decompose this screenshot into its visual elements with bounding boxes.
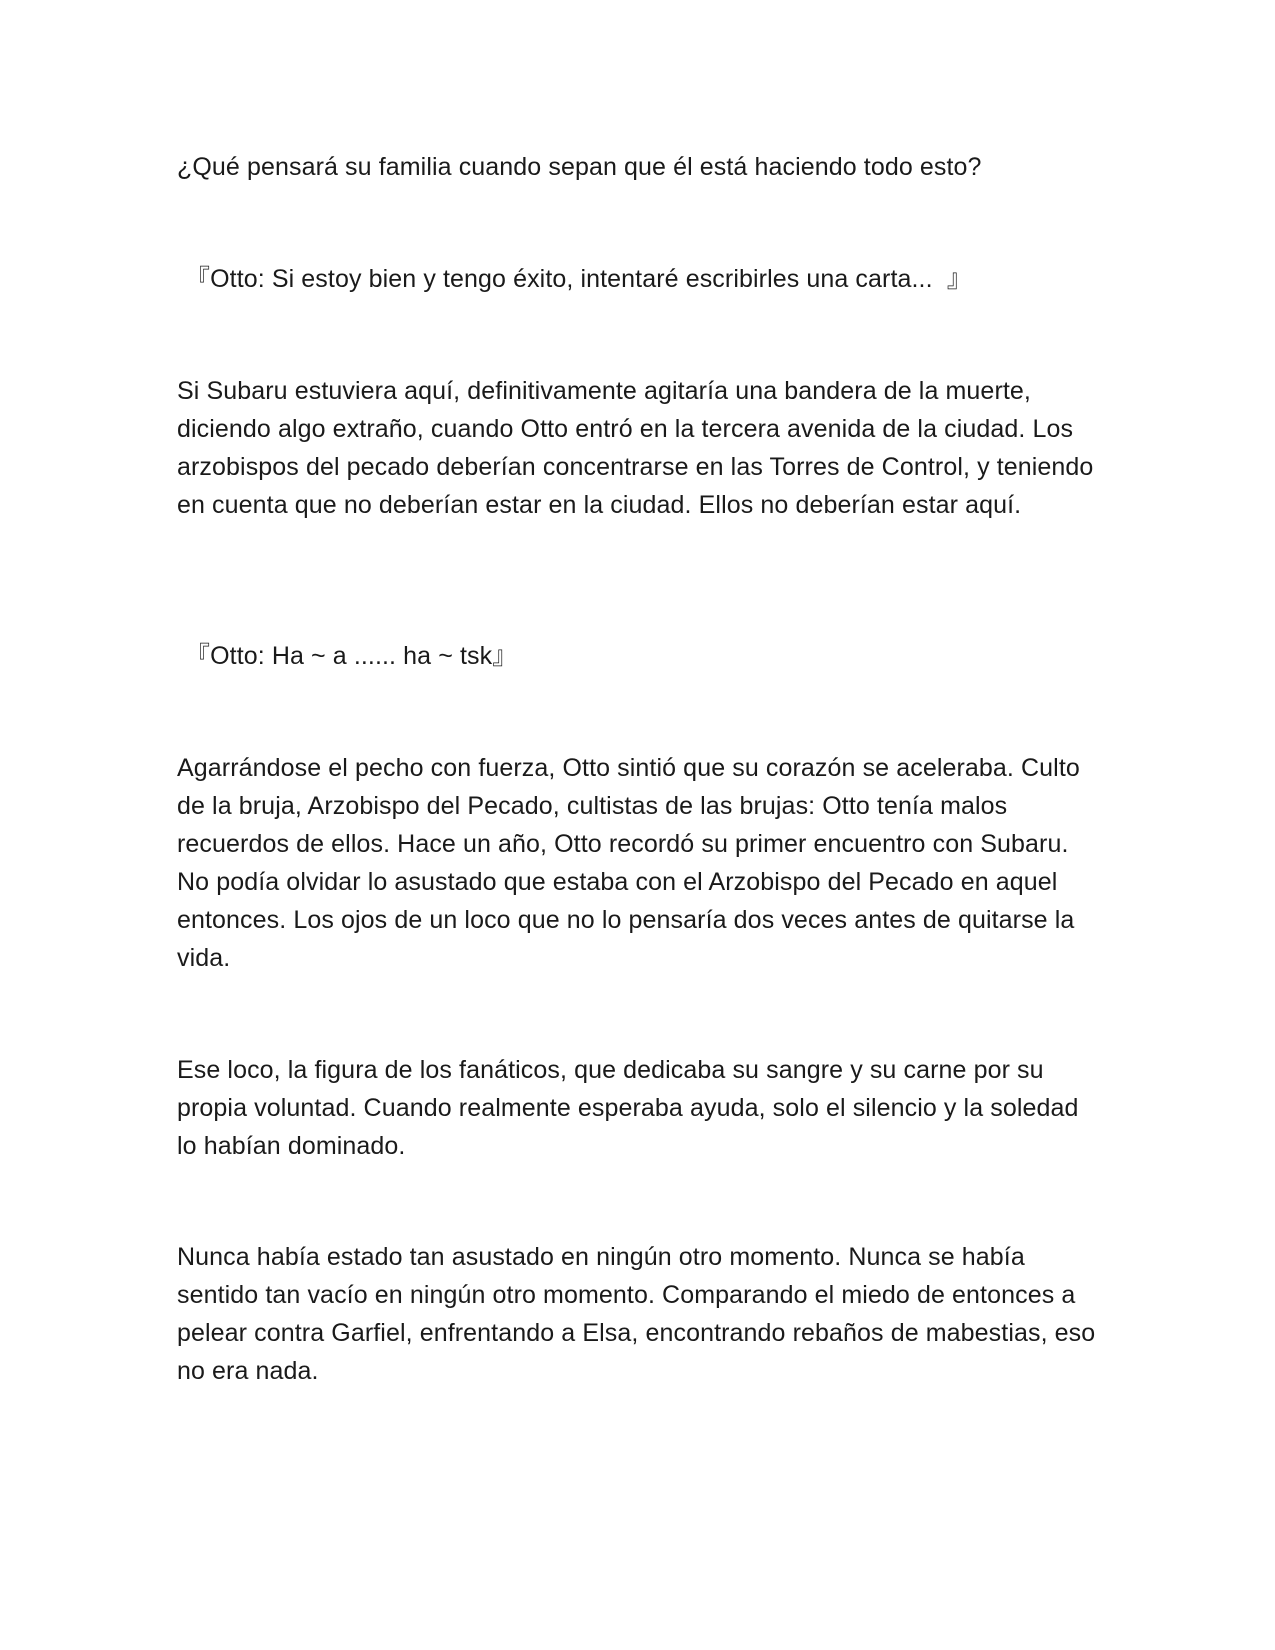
dialogue-otto-letter: 『Otto: Si estoy bien y tengo éxito, intentaré escribirles una carta... 』 xyxy=(185,265,972,293)
paragraph-fear: Nunca había estado tan asustado en ningún otro momento. Nunca se había sentido tan vacío en ningún otro momento. Comparando el miedo de entonces a pelear contra Garfiel, enfrentando a Elsa, encontrando rebaños de mabestias, eso no era nada. xyxy=(177,1243,1096,1385)
paragraph-otto-memories: Agarrándose el pecho con fuerza, Otto sintió que su corazón se aceleraba. Culto de la bruja, Arzobispo del Pecado, cultistas de las brujas: Otto tenía malos recuerdos de ellos. Hace un año, Otto recordó su primer encuentro con Subaru. No podía olvidar lo asustado que estaba con el Arzobispo del Pecado en aquel entonces. Los ojos de un loco que no lo pensaría dos veces antes de quitarse la vida. xyxy=(177,754,1080,972)
dialogue-otto-breath: 『Otto: Ha ~ a ...... ha ~ tsk』 xyxy=(185,642,518,670)
paragraph-family-question: ¿Qué pensará su familia cuando sepan que él está haciendo todo esto? xyxy=(177,153,982,181)
paragraph-subaru-death-flag: Si Subaru estuviera aquí, definitivamente agitaría una bandera de la muerte, diciendo algo extraño, cuando Otto entró en la tercera avenida de la ciudad. Los arzobispos del pecado deberían concentrarse en las Torres de Control, y teniendo en cuenta que no deberían estar en la ciudad. Ellos no deberían estar aquí. xyxy=(177,377,1094,519)
paragraph-fanatics: Ese loco, la figura de los fanáticos, que dedicaba su sangre y su carne por su propia voluntad. Cuando realmente esperaba ayuda, solo el silencio y la soledad lo habían dominado. xyxy=(177,1056,1079,1160)
